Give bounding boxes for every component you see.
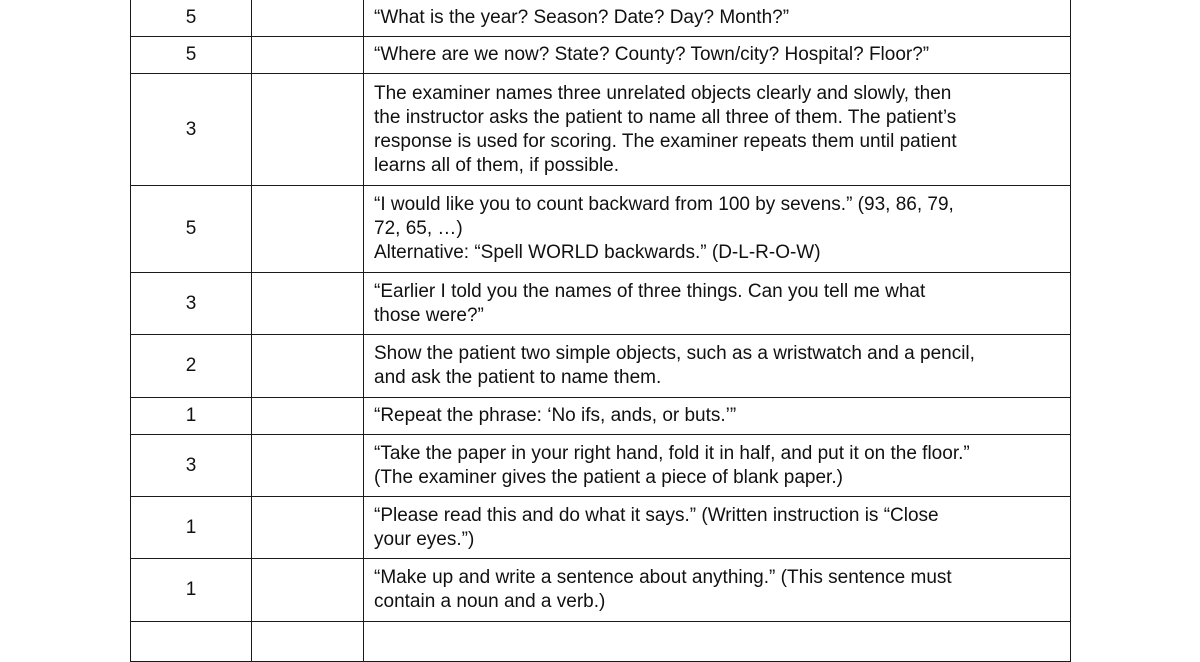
table-row	[131, 186, 1071, 273]
patient-score-cell	[252, 335, 364, 398]
table-row	[131, 497, 1071, 559]
patient-score-cell	[252, 622, 364, 662]
max-score-cell: 5	[131, 37, 252, 74]
table-row	[131, 559, 1071, 622]
task-cell	[364, 37, 1071, 74]
table-row	[131, 0, 1071, 37]
task-cell	[364, 335, 1071, 398]
max-score-cell: 3	[131, 273, 252, 335]
patient-score-cell	[252, 74, 364, 186]
task-cell	[364, 186, 1071, 273]
max-score-cell: 1	[131, 559, 252, 622]
task-text: Show the patient two simple objects, such as a wristwatch and a pencil, and ask the patient to name them.	[374, 343, 975, 388]
task-text: “Where are we now? State? County? Town/city? Hospital? Floor?”	[374, 44, 930, 65]
table-row	[131, 273, 1071, 335]
task-text: “What is the year? Season? Date? Day? Month?”	[374, 6, 790, 28]
task-text: “Make up and write a sentence about anything.” (This sentence must contain a noun and a verb.)	[374, 567, 952, 612]
table-row	[131, 335, 1071, 398]
task-cell	[364, 398, 1071, 435]
task-text: “Earlier I told you the names of three things. Can you tell me what those were?”	[374, 280, 926, 326]
task-cell	[364, 559, 1071, 622]
patient-score-cell	[252, 559, 364, 622]
task-cell	[364, 273, 1071, 335]
max-score-cell: 3	[131, 435, 252, 497]
table-row	[131, 74, 1071, 186]
task-text: The examiner names three unrelated objects clearly and slowly, then the instructor asks the patient to name all three of them. The patient’s response is used for scoring. The examiner repeats them until patient learns all of them, if possible.	[374, 82, 957, 176]
patient-score-cell	[252, 435, 364, 497]
table-row	[131, 37, 1071, 74]
max-score-cell: 3	[131, 74, 252, 186]
task-text: “Repeat the phrase: ‘No ifs, ands, or buts.’”	[374, 405, 737, 426]
max-score-cell: 5	[131, 186, 252, 273]
patient-score-cell	[252, 37, 364, 74]
task-cell	[364, 622, 1071, 662]
table-row	[131, 435, 1071, 497]
table-row	[131, 398, 1071, 435]
patient-score-cell	[252, 497, 364, 559]
patient-score-cell	[252, 186, 364, 273]
mmse-score-table	[130, 0, 1071, 662]
max-score-cell	[131, 622, 252, 662]
task-cell	[364, 0, 1071, 37]
max-score-cell: 2	[131, 335, 252, 398]
task-text: “Take the paper in your right hand, fold it in half, and put it on the floor.” (The examiner gives the patient a piece of blank paper.)	[374, 442, 970, 488]
max-score-cell: 5	[131, 0, 252, 37]
table-row	[131, 622, 1071, 662]
task-cell	[364, 74, 1071, 186]
task-cell	[364, 435, 1071, 497]
patient-score-cell	[252, 398, 364, 435]
task-text: “I would like you to count backward from 100 by sevens.” (93, 86, 79, 72, 65, …) Alternative: “Spell WORLD backwards.” (D-L-R-O-W)	[374, 194, 954, 263]
patient-score-cell	[252, 0, 364, 37]
task-cell	[364, 497, 1071, 559]
task-text: “Please read this and do what it says.” (Written instruction is “Close your eyes.”)	[374, 504, 939, 550]
patient-score-cell	[252, 273, 364, 335]
max-score-cell: 1	[131, 398, 252, 435]
max-score-cell: 1	[131, 497, 252, 559]
